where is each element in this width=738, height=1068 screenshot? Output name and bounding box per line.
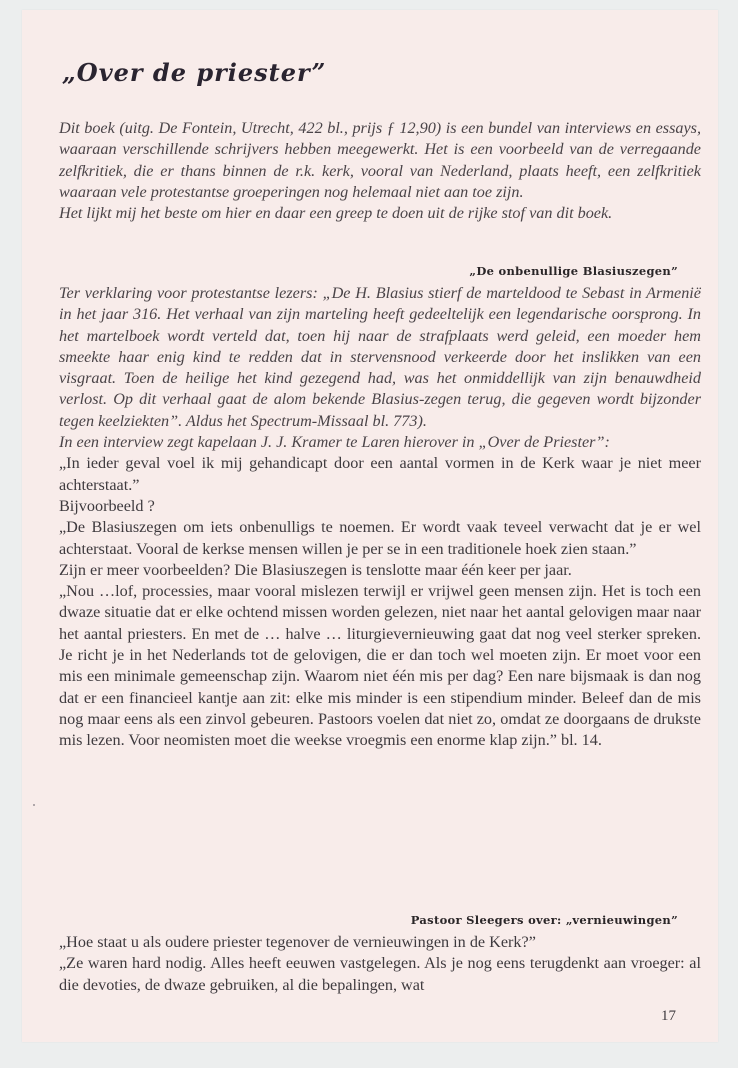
question-paragraph: „Hoe staat u als oudere priester tegenover de vernieuwingen in de Kerk?” <box>59 933 536 951</box>
question-paragraph: Zijn er meer voorbeelden? Die Blasiuszegen is tenslotte maar één keer per jaar. <box>59 560 572 579</box>
print-speck <box>33 804 35 806</box>
vernieuwingen-section <box>59 932 701 996</box>
quote-paragraph: „In ieder geval voel ik mij gehandicapt door een aantal vormen in de Kerk waar je niet meer achterstaat.” <box>59 454 701 494</box>
page-title: „Over de priester” <box>62 58 327 87</box>
book-page <box>22 10 718 1042</box>
intro-paragraph: Het lijkt mij het beste om hier en daar een greep te doen uit de rijke stof van dit boek. <box>59 204 613 223</box>
question-paragraph: Bijvoorbeeld ? <box>59 496 155 515</box>
section-heading-vernieuwingen: Pastoor Sleegers over: „vernieuwingen” <box>410 913 678 927</box>
quote-paragraph: „Nou …lof, processies, maar vooral mislezen terwijl er vrijwel geen mensen zijn. Het is toch een dwaze situatie dat er elke ochtend missen worden gelezen, niet naar het aantal gelovigen maar naar het aantal priesters. En met de … halve … liturgievernieuwing gaat dat nog veel sterker spreken. Je richt je in het Nederlands tot de gelovigen, die er dan toch wel moeten zijn. Er moet voor een mis een minimale gemeenschap zijn. Waarom niet één mis per dag? Een nare bijsmaak is dan nog dat er een financieel kantje aan zit: elke mis minder is een stipendium minder. Beleef dan de mis nog maar eens als een zinvol gebeuren. Pastoors voelen dat niet zo, omdat ze doorgaans de drukste mis lezen. Voor neomisten moet die weekse vroegmis een enorme klap zijn.” bl. 14. <box>59 582 701 750</box>
section-heading-blasiuszegen: „De onbenullige Blasiuszegen” <box>469 264 678 278</box>
intro-section <box>59 118 701 224</box>
blasiuszegen-section <box>59 283 701 752</box>
explanation-paragraph: Ter verklaring voor protestantse lezers: „De H. Blasius stierf de marteldood te Sebast in Armenië in het jaar 316. Het verhaal van zijn marteling heeft gedeeltelijk een legendarische oorsprong. In het martelboek wordt verteld dat, toen hij naar de strafplaats werd geleid, een moeder hem smeekte haar enig kind te redden dat in stervensnood verkeerde door het inslikken van een visgraat. Toen de heilige het kind gezegend had, was het onmiddellijk van zijn benauwdheid verlost. Op dit verhaal gaat de alom bekende Blasius-zegen terug, die gegeven wordt bijzonder tegen keelziekten”. Aldus het Spectrum-Missaal bl. 773). <box>59 284 701 430</box>
interview-intro-paragraph: In een interview zegt kapelaan J. J. Kramer te Laren hierover in „Over de Priester”: <box>59 433 610 452</box>
intro-paragraph: Dit boek (uitg. De Fontein, Utrecht, 422 bl., prijs ƒ 12,90) is een bundel van interviews en essays, waaraan verschillende schrijvers hebben meegewerkt. Het is een voorbeeld van de verregaande zelfkritiek, die er thans binnen de r.k. kerk, vooral van Nederland, plaats heeft, een zelfkritiek waaraan vele protestantse groeperingen nog helemaal niet aan toe zijn. <box>59 119 701 201</box>
quote-paragraph: „De Blasiuszegen om iets onbenulligs te noemen. Er wordt vaak teveel verwacht dat je er wel achterstaat. Vooral de kerkse mensen willen je per se in een traditionele hoek zien staan.” <box>59 518 701 558</box>
page-number: 17 <box>661 1008 676 1024</box>
answer-paragraph: „Ze waren hard nodig. Alles heeft eeuwen vastgelegen. Als je nog eens terugdenkt aan vroeger: al die devoties, de dwaze gebruiken, al die bepalingen, wat <box>59 954 701 994</box>
